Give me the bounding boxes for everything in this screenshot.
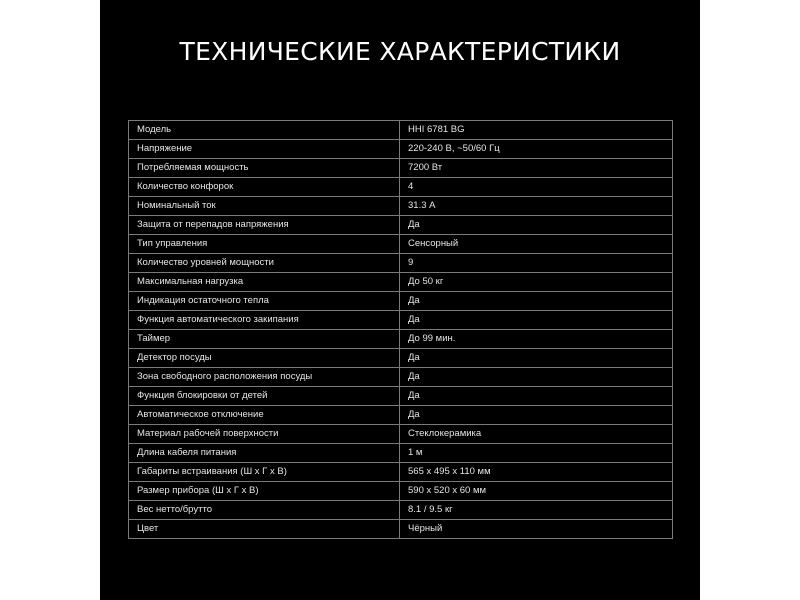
specs-table <box>128 120 673 539</box>
table-row <box>129 368 673 387</box>
table-row <box>129 425 673 444</box>
spec-label: Длина кабеля питания <box>129 444 400 463</box>
spec-label: Модель <box>129 121 400 140</box>
table-row <box>129 159 673 178</box>
table-row <box>129 501 673 520</box>
table-row <box>129 482 673 501</box>
table-row <box>129 349 673 368</box>
spec-label: Тип управления <box>129 235 400 254</box>
spec-value: Стеклокерамика <box>400 425 673 444</box>
spec-label: Функция автоматического закипания <box>129 311 400 330</box>
spec-value: Да <box>400 311 673 330</box>
table-row <box>129 235 673 254</box>
spec-value: Сенсорный <box>400 235 673 254</box>
spec-value: 220-240 В, ~50/60 Гц <box>400 140 673 159</box>
table-row <box>129 121 673 140</box>
spec-value: До 99 мин. <box>400 330 673 349</box>
table-row <box>129 463 673 482</box>
table-row <box>129 273 673 292</box>
table-row <box>129 444 673 463</box>
spec-label: Функция блокировки от детей <box>129 387 400 406</box>
spec-value: Да <box>400 349 673 368</box>
spec-label: Индикация остаточного тепла <box>129 292 400 311</box>
spec-label: Зона свободного расположения посуды <box>129 368 400 387</box>
spec-label: Материал рабочей поверхности <box>129 425 400 444</box>
table-row <box>129 254 673 273</box>
page-title: ТЕХНИЧЕСКИЕ ХАРАКТЕРИСТИКИ <box>179 37 621 66</box>
spec-value: 4 <box>400 178 673 197</box>
spec-value: 7200 Вт <box>400 159 673 178</box>
table-row <box>129 292 673 311</box>
spec-label: Потребляемая мощность <box>129 159 400 178</box>
spec-label: Таймер <box>129 330 400 349</box>
spec-label: Максимальная нагрузка <box>129 273 400 292</box>
spec-value: Чёрный <box>400 520 673 539</box>
table-row <box>129 140 673 159</box>
spec-label: Номинальный ток <box>129 197 400 216</box>
table-row <box>129 197 673 216</box>
spec-label: Количество конфорок <box>129 178 400 197</box>
specs-table-body <box>129 121 673 539</box>
spec-label: Вес нетто/брутто <box>129 501 400 520</box>
table-row <box>129 216 673 235</box>
spec-value: 31.3 А <box>400 197 673 216</box>
spec-value: 1 м <box>400 444 673 463</box>
spec-value: Да <box>400 216 673 235</box>
spec-label: Автоматическое отключение <box>129 406 400 425</box>
table-row <box>129 406 673 425</box>
table-row <box>129 311 673 330</box>
spec-label: Детектор посуды <box>129 349 400 368</box>
spec-label: Размер прибора (Ш х Г х В) <box>129 482 400 501</box>
spec-value: 8.1 / 9.5 кг <box>400 501 673 520</box>
spec-value: 565 х 495 х 110 мм <box>400 463 673 482</box>
spec-value: Да <box>400 387 673 406</box>
spec-value: 590 х 520 х 60 мм <box>400 482 673 501</box>
table-row <box>129 330 673 349</box>
spec-value: До 50 кг <box>400 273 673 292</box>
spec-value: Да <box>400 292 673 311</box>
spec-label: Количество уровней мощности <box>129 254 400 273</box>
spec-value: HHI 6781 BG <box>400 121 673 140</box>
table-row <box>129 520 673 539</box>
spec-value: 9 <box>400 254 673 273</box>
spec-value: Да <box>400 406 673 425</box>
table-row <box>129 387 673 406</box>
spec-sheet <box>100 0 700 600</box>
spec-label: Напряжение <box>129 140 400 159</box>
spec-label: Габариты встраивания (Ш х Г х В) <box>129 463 400 482</box>
table-row <box>129 178 673 197</box>
spec-label: Цвет <box>129 520 400 539</box>
spec-label: Защита от перепадов напряжения <box>129 216 400 235</box>
spec-value: Да <box>400 368 673 387</box>
